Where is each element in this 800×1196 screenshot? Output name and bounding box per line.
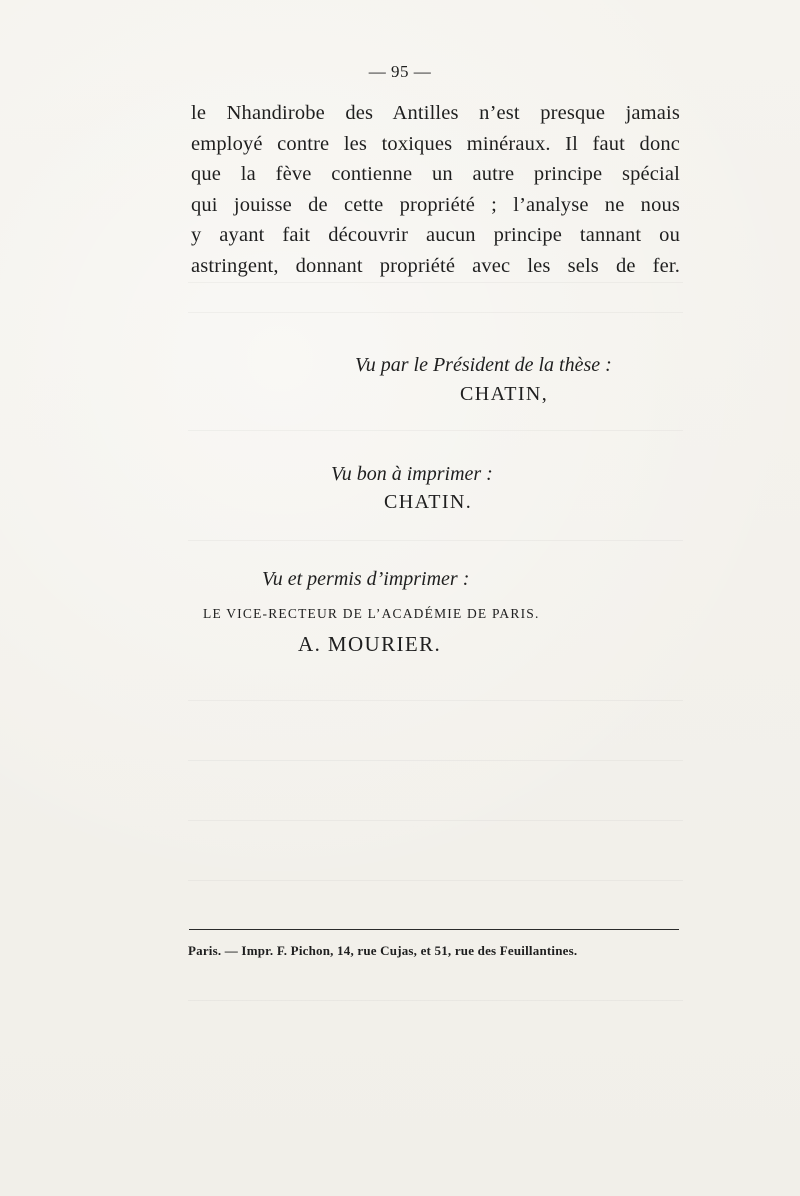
body-line-5: y ayant fait découvrir aucun principe tannant ou xyxy=(191,224,680,247)
printer-imprint: Paris. — Impr. F. Pichon, 14, rue Cujas, et 51, rue des Feuillantines. xyxy=(188,943,578,958)
print-approver-name: CHATIN. xyxy=(384,491,473,513)
print-approval-line: Vu bon à imprimer : xyxy=(331,463,493,485)
permit-approval-line: Vu et permis d’imprimer : xyxy=(262,568,470,590)
show-through-line xyxy=(188,540,683,541)
footer-rule xyxy=(189,929,679,930)
page-number: — 95 — xyxy=(368,62,432,81)
body-line-3: que la fève contienne un autre principe spécial xyxy=(191,163,680,186)
show-through-line xyxy=(188,282,683,283)
body-line-1: le Nhandirobe des Antilles n’est presque jamais xyxy=(191,102,680,124)
show-through-line xyxy=(188,880,683,881)
body-line-4: qui jouisse de cette propriété ; l’analyse ne nous xyxy=(191,193,680,216)
show-through-line xyxy=(188,820,683,821)
show-through-line xyxy=(188,760,683,761)
permit-name: A. MOURIER. xyxy=(298,632,442,656)
president-name: CHATIN, xyxy=(460,383,549,405)
show-through-line xyxy=(188,700,683,701)
president-approval-line: Vu par le Président de la thèse : xyxy=(355,354,612,376)
body-paragraph xyxy=(191,98,680,282)
body-line-6: astringent, donnant propriété avec les sels de fer. xyxy=(191,254,680,277)
body-line-2: employé contre les toxiques minéraux. Il faut donc xyxy=(191,132,680,155)
show-through-line xyxy=(188,312,683,313)
permit-title: LE VICE-RECTEUR DE L’ACADÉMIE DE PARIS. xyxy=(203,606,540,621)
show-through-line xyxy=(188,1000,683,1001)
show-through-line xyxy=(188,430,683,431)
